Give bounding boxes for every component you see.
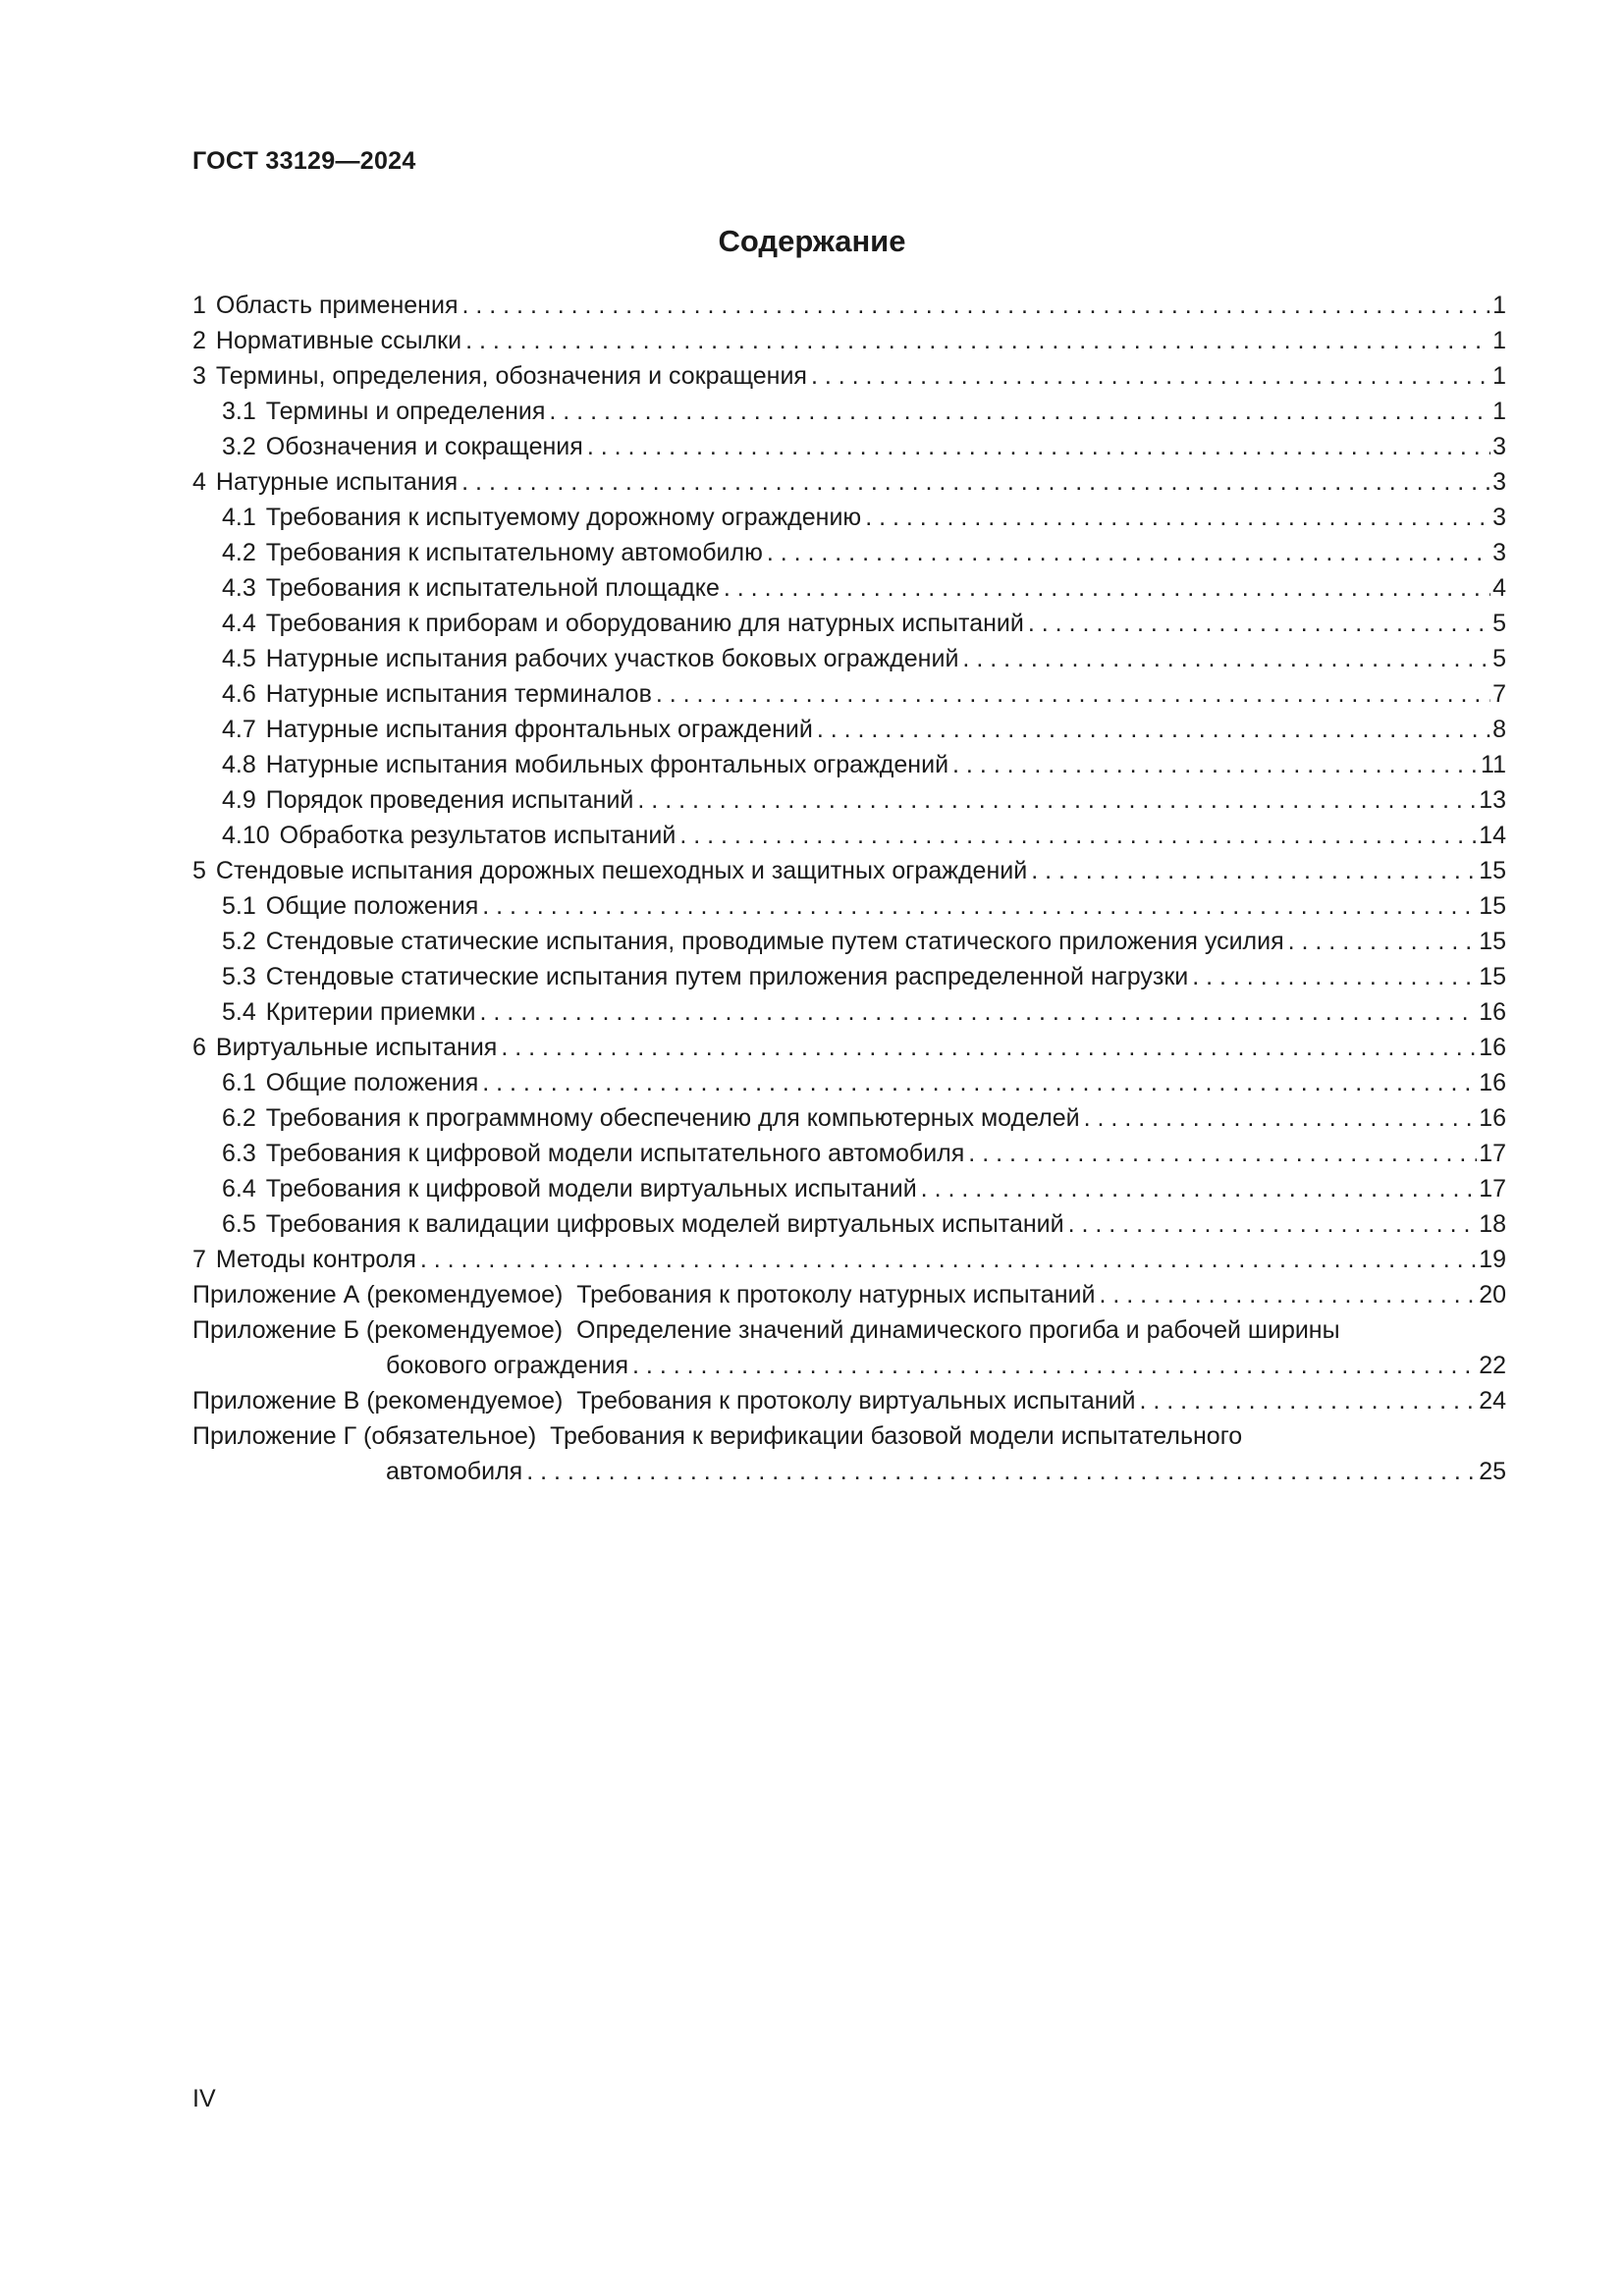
standard-designation: ГОСТ 33129—2024 (192, 147, 416, 175)
toc-entry[interactable]: 6.2 Требования к программному обеспечению для компьютерных моделей . . . 16 (192, 1100, 1506, 1136)
toc-entry[interactable]: 7 Методы контроля . . . 19 (192, 1242, 1506, 1277)
toc-entry[interactable]: 4.9 Порядок проведения испытаний . . . 13 (192, 782, 1506, 818)
toc-entry[interactable]: 2 Нормативные ссылки . . . 1 (192, 323, 1506, 358)
toc-entry[interactable]: 4.3 Требования к испытательной площадке . . . 4 (192, 570, 1506, 606)
toc-appendix-a[interactable]: Приложение А (рекомендуемое) Требования к протоколу натурных испытаний . . . 20 (192, 1277, 1506, 1312)
toc-entry[interactable]: 5 Стендовые испытания дорожных пешеходных и защитных ограждений . . . 15 (192, 853, 1506, 888)
toc-title: Содержание (718, 224, 906, 258)
toc-appendix-v[interactable]: Приложение В (рекомендуемое) Требования к протоколу виртуальных испытаний . . . 24 (192, 1383, 1506, 1418)
toc-entry[interactable]: 6.3 Требования к цифровой модели испытательного автомобиля . . . 17 (192, 1136, 1506, 1171)
toc-entry[interactable]: 4.1 Требования к испытуемому дорожному ограждению . . . 3 (192, 500, 1506, 535)
toc-appendix-b[interactable]: Приложение Б (рекомендуемое) Определение значений динамического прогиба и рабочей ширины бокового ограждения . . . 22 (192, 1312, 1506, 1383)
toc-entry[interactable]: 4.6 Натурные испытания терминалов . . . 7 (192, 676, 1506, 712)
toc-entry[interactable]: 4.5 Натурные испытания рабочих участков боковых ограждений . . . 5 (192, 641, 1506, 676)
toc-entry[interactable]: 4.2 Требования к испытательному автомобилю . . . 3 (192, 535, 1506, 570)
toc-entry[interactable]: 6 Виртуальные испытания . . . 16 (192, 1030, 1506, 1065)
toc-entry[interactable]: 4.8 Натурные испытания мобильных фронтальных ограждений . . . 11 (192, 747, 1506, 782)
toc-entry[interactable]: 6.5 Требования к валидации цифровых моделей виртуальных испытаний . . . 18 (192, 1206, 1506, 1242)
toc-entry[interactable]: 5.4 Критерии приемки . . . 16 (192, 994, 1506, 1030)
toc-entry[interactable]: 6.4 Требования к цифровой модели виртуальных испытаний . . . 17 (192, 1171, 1506, 1206)
toc-entry[interactable]: 1 Область применения . . . 1 (192, 288, 1506, 323)
toc-entry[interactable]: 3.2 Обозначения и сокращения . . . 3 (192, 429, 1506, 464)
toc-entry[interactable]: 5.1 Общие положения . . . 15 (192, 888, 1506, 924)
toc-entry[interactable]: 3.1 Термины и определения . . . 1 (192, 394, 1506, 429)
toc-entry[interactable]: 4.7 Натурные испытания фронтальных ограждений . . . 8 (192, 712, 1506, 747)
toc-entry[interactable]: 3 Термины, определения, обозначения и сокращения . . . 1 (192, 358, 1506, 394)
table-of-contents (192, 288, 1506, 1489)
toc-entry[interactable]: 6.1 Общие положения . . . 16 (192, 1065, 1506, 1100)
toc-entry[interactable]: 4.4 Требования к приборам и оборудованию для натурных испытаний . . . 5 (192, 606, 1506, 641)
toc-entry[interactable]: 4.10 Обработка результатов испытаний . . . 14 (192, 818, 1506, 853)
toc-entry[interactable]: 5.3 Стендовые статические испытания путем приложения распределенной нагрузки . . . 15 (192, 959, 1506, 994)
toc-appendix-g[interactable]: Приложение Г (обязательное) Требования к верификации базовой модели испытательного автомобиля . . . 25 (192, 1418, 1506, 1489)
toc-entry[interactable]: 5.2 Стендовые статические испытания, проводимые путем статического приложения усилия . . . 15 (192, 924, 1506, 959)
toc-entry[interactable]: 4 Натурные испытания . . . 3 (192, 464, 1506, 500)
page-number: IV (192, 2085, 216, 2112)
